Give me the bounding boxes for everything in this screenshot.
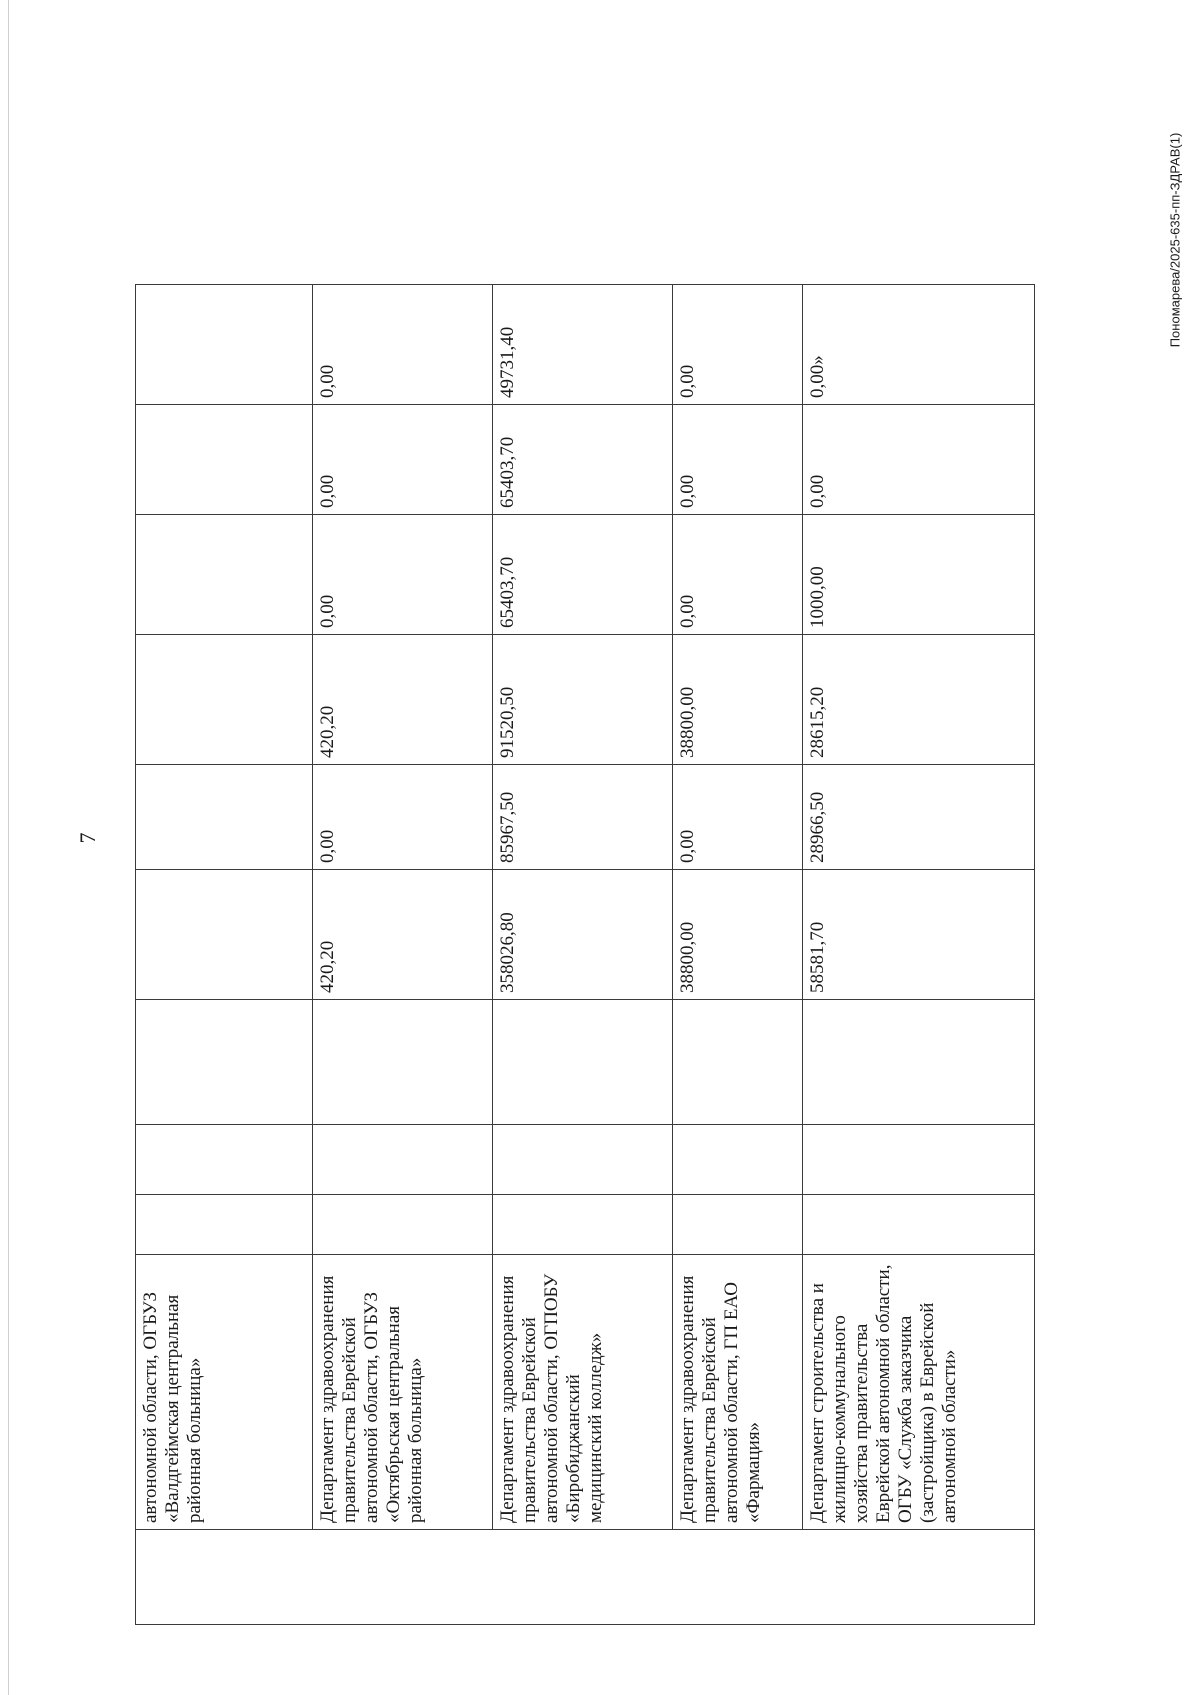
value-cell: 85967,50 xyxy=(493,765,673,870)
value-cell xyxy=(136,765,313,870)
table-row xyxy=(493,85,673,1625)
value-cell: 0,00 xyxy=(313,765,493,870)
value-cell: 91520,50 xyxy=(493,635,673,765)
value-cell: 0,00 xyxy=(313,405,493,515)
empty-cell xyxy=(313,1000,493,1125)
value-cell: 0,00 xyxy=(673,515,803,635)
value-cell: 65403,70 xyxy=(493,405,673,515)
table-row xyxy=(136,85,313,1625)
document-code: Пономарева/2025-635-пп-ЗДРАВ(1) xyxy=(1167,132,1183,348)
value-cell: 0,00 xyxy=(803,405,1035,515)
value-cell: 65403,70 xyxy=(493,515,673,635)
empty-cell xyxy=(673,1195,803,1255)
empty-cell xyxy=(493,1125,673,1195)
value-cell: 0,00 xyxy=(673,285,803,405)
value-cell xyxy=(136,515,313,635)
value-cell xyxy=(136,870,313,1000)
table-row xyxy=(803,85,1035,1625)
value-cell: 28966,50 xyxy=(803,765,1035,870)
value-cell xyxy=(136,405,313,515)
table-row xyxy=(673,85,803,1625)
value-cell: 0,00» xyxy=(803,285,1035,405)
value-cell xyxy=(136,285,313,405)
value-cell: 0,00 xyxy=(313,515,493,635)
value-cell: 420,20 xyxy=(313,635,493,765)
executor-cell: Департамент здравоохранения правительства Еврейской автономной области, ОГПОБУ «Биробиджанский медицинский колледж» xyxy=(493,1255,673,1530)
empty-cell xyxy=(673,1000,803,1125)
value-cell: 358026,80 xyxy=(493,870,673,1000)
binder-edge-line xyxy=(8,0,9,1695)
empty-cell xyxy=(673,1125,803,1195)
empty-cell xyxy=(313,1195,493,1255)
value-cell: 0,00 xyxy=(673,405,803,515)
value-cell xyxy=(136,635,313,765)
table-row xyxy=(313,85,493,1625)
empty-cell xyxy=(313,1125,493,1195)
value-cell: 0,00 xyxy=(673,765,803,870)
budget-table-container xyxy=(135,85,1035,1625)
value-cell: 58581,70 xyxy=(803,870,1035,1000)
executor-cell: Департамент здравоохранения правительства Еврейской автономной области, ОГБУЗ «Октябрьская центральная районная больница» xyxy=(313,1255,493,1530)
empty-cell xyxy=(136,1195,313,1255)
budget-table xyxy=(135,84,1035,1625)
empty-cell xyxy=(493,1000,673,1125)
empty-cell xyxy=(803,1000,1035,1125)
empty-cell xyxy=(803,1195,1035,1255)
value-cell: 0,00 xyxy=(313,285,493,405)
value-cell: 420,20 xyxy=(313,870,493,1000)
executor-cell: Департамент здравоохранения правительства Еврейской автономной области, ГП ЕАО «Фармация» xyxy=(673,1255,803,1530)
value-cell: 49731,40 xyxy=(493,285,673,405)
value-cell: 1000,00 xyxy=(803,515,1035,635)
value-cell: 38800,00 xyxy=(673,635,803,765)
page-number: 7 xyxy=(75,832,100,844)
empty-cell xyxy=(136,1000,313,1125)
value-cell: 38800,00 xyxy=(673,870,803,1000)
executor-cell: Департамент строительства и жилищно-коммунального хозяйства правительства Еврейской автономной области, ОГБУ «Служба заказчика (застройщика) в Еврейской автономной области» xyxy=(803,1255,1035,1530)
merged-empty-cell xyxy=(136,1530,1035,1625)
empty-cell xyxy=(803,1125,1035,1195)
empty-cell xyxy=(136,1125,313,1195)
value-cell: 28615,20 xyxy=(803,635,1035,765)
empty-cell xyxy=(493,1195,673,1255)
executor-cell: автономной области, ОГБУЗ «Валдгеймская центральная районная больница» xyxy=(136,1255,313,1530)
